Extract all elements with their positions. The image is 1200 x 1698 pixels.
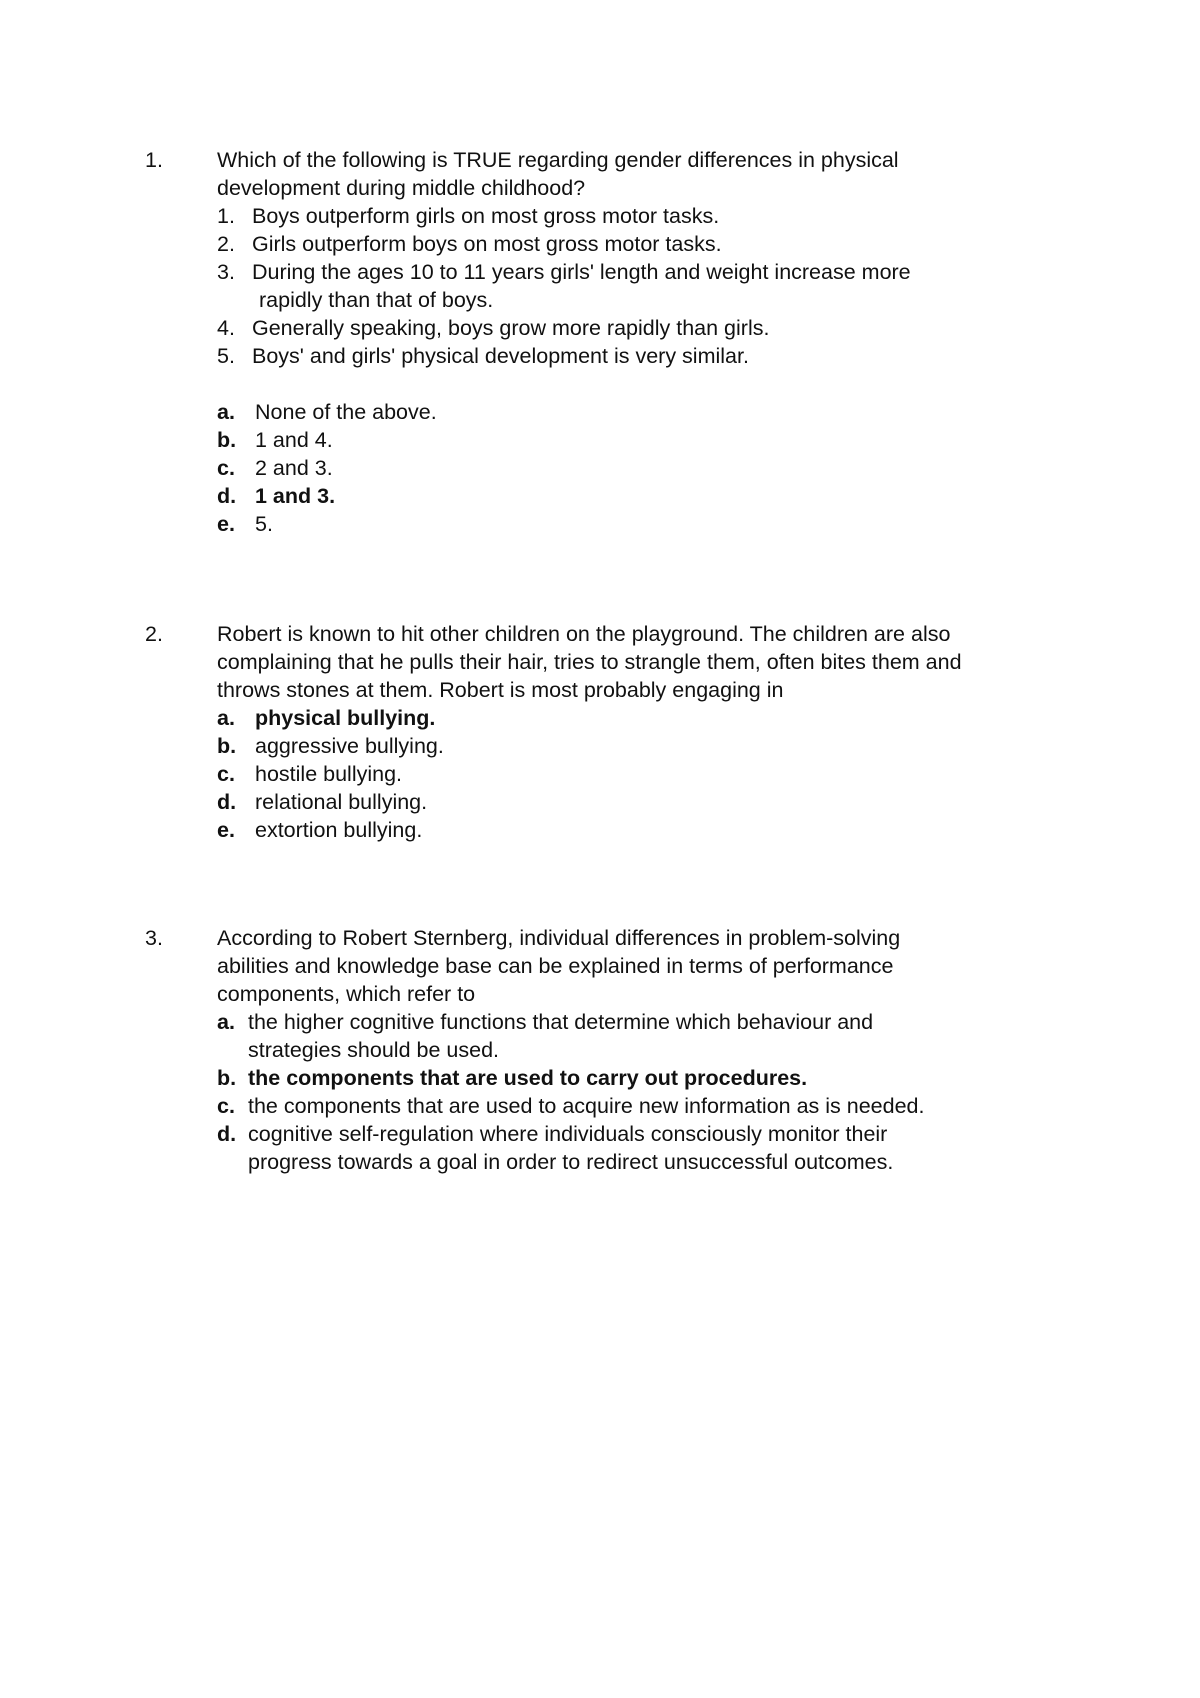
option-text: 5. bbox=[255, 512, 273, 536]
option-text: relational bullying. bbox=[255, 790, 428, 814]
option-text: cognitive self-regulation where individuals consciously monitor their bbox=[248, 1122, 888, 1146]
option-letter: a. bbox=[217, 706, 235, 730]
answer-option-b bbox=[217, 426, 1077, 454]
option-text: None of the above. bbox=[255, 400, 437, 424]
question-stem-line: abilities and knowledge base can be explained in terms of performance bbox=[217, 954, 894, 978]
answer-option-c bbox=[217, 454, 1077, 482]
option-letter: c. bbox=[217, 762, 235, 786]
question-body bbox=[217, 924, 1077, 1176]
answer-option-c bbox=[217, 760, 1077, 788]
option-text: 2 and 3. bbox=[255, 456, 333, 480]
question-stem-line: Which of the following is TRUE regarding gender differences in physical bbox=[217, 148, 899, 172]
question-stem-line: According to Robert Sternberg, individual differences in problem-solving bbox=[217, 926, 901, 950]
option-letter: a. bbox=[217, 1010, 235, 1034]
answer-option-d bbox=[217, 482, 1077, 510]
option-text: 1 and 4. bbox=[255, 428, 333, 452]
statement-number: 3. bbox=[217, 260, 235, 284]
question-stem-line: throws stones at them. Robert is most probably engaging in bbox=[217, 678, 784, 702]
option-text: the higher cognitive functions that determine which behaviour and bbox=[248, 1010, 874, 1034]
answer-option-b bbox=[217, 1064, 1077, 1092]
option-text-correct: the components that are used to carry out procedures. bbox=[248, 1066, 808, 1090]
question-body bbox=[217, 620, 1077, 844]
option-letter: d. bbox=[217, 1122, 237, 1146]
statement-text: Boys outperform girls on most gross motor tasks. bbox=[252, 204, 720, 228]
option-letter: b. bbox=[217, 734, 237, 758]
answer-option-e bbox=[217, 816, 1077, 844]
answer-options bbox=[217, 1008, 1077, 1176]
statement-list bbox=[217, 202, 1077, 370]
statement-text: Girls outperform boys on most gross motor tasks. bbox=[252, 232, 722, 256]
answer-option-e bbox=[217, 510, 1077, 538]
option-letter: d. bbox=[217, 790, 237, 814]
statement-item bbox=[217, 258, 1077, 314]
question-stem-line: complaining that he pulls their hair, tries to strangle them, often bites them and bbox=[217, 650, 962, 674]
answer-option-a bbox=[217, 704, 1077, 732]
option-text-correct: physical bullying. bbox=[255, 706, 436, 730]
question-number: 3. bbox=[145, 926, 163, 950]
statement-item bbox=[217, 230, 1077, 258]
answer-option-a bbox=[217, 398, 1077, 426]
statement-number: 2. bbox=[217, 232, 235, 256]
option-text-correct: 1 and 3. bbox=[255, 484, 336, 508]
answer-option-d bbox=[217, 788, 1077, 816]
answer-option-b bbox=[217, 732, 1077, 760]
option-text: aggressive bullying. bbox=[255, 734, 444, 758]
question-body bbox=[217, 146, 1077, 538]
option-text: the components that are used to acquire new information as is needed. bbox=[248, 1094, 925, 1118]
question-stem-line: Robert is known to hit other children on the playground. The children are also bbox=[217, 622, 951, 646]
option-letter: c. bbox=[217, 456, 235, 480]
question-number: 1. bbox=[145, 148, 163, 172]
option-letter: b. bbox=[217, 1066, 237, 1090]
statement-text: During the ages 10 to 11 years girls' length and weight increase more bbox=[252, 260, 911, 284]
spacer bbox=[217, 370, 1077, 398]
statement-item bbox=[217, 314, 1077, 342]
option-letter: d. bbox=[217, 484, 237, 508]
option-letter: e. bbox=[217, 818, 235, 842]
answer-options bbox=[217, 398, 1077, 538]
statement-number: 4. bbox=[217, 316, 235, 340]
statement-text-continued: rapidly than that of boys. bbox=[259, 288, 494, 312]
option-letter: a. bbox=[217, 400, 235, 424]
option-text: hostile bullying. bbox=[255, 762, 403, 786]
statement-text: Generally speaking, boys grow more rapidly than girls. bbox=[252, 316, 770, 340]
option-text-continued: strategies should be used. bbox=[248, 1038, 499, 1062]
answer-option-c bbox=[217, 1092, 1077, 1120]
option-letter: e. bbox=[217, 512, 235, 536]
answer-option-a bbox=[217, 1008, 1077, 1064]
statement-item bbox=[217, 342, 1077, 370]
option-letter: c. bbox=[217, 1094, 235, 1118]
statement-text: Boys' and girls' physical development is very similar. bbox=[252, 344, 749, 368]
option-letter: b. bbox=[217, 428, 237, 452]
option-text: extortion bullying. bbox=[255, 818, 423, 842]
answer-option-d bbox=[217, 1120, 1077, 1176]
statement-item bbox=[217, 202, 1077, 230]
statement-number: 5. bbox=[217, 344, 235, 368]
option-text-continued: progress towards a goal in order to redirect unsuccessful outcomes. bbox=[248, 1150, 894, 1174]
statement-number: 1. bbox=[217, 204, 235, 228]
question-stem-line: components, which refer to bbox=[217, 982, 476, 1006]
question-stem-line: development during middle childhood? bbox=[217, 176, 586, 200]
question-number: 2. bbox=[145, 622, 163, 646]
answer-options bbox=[217, 704, 1077, 844]
